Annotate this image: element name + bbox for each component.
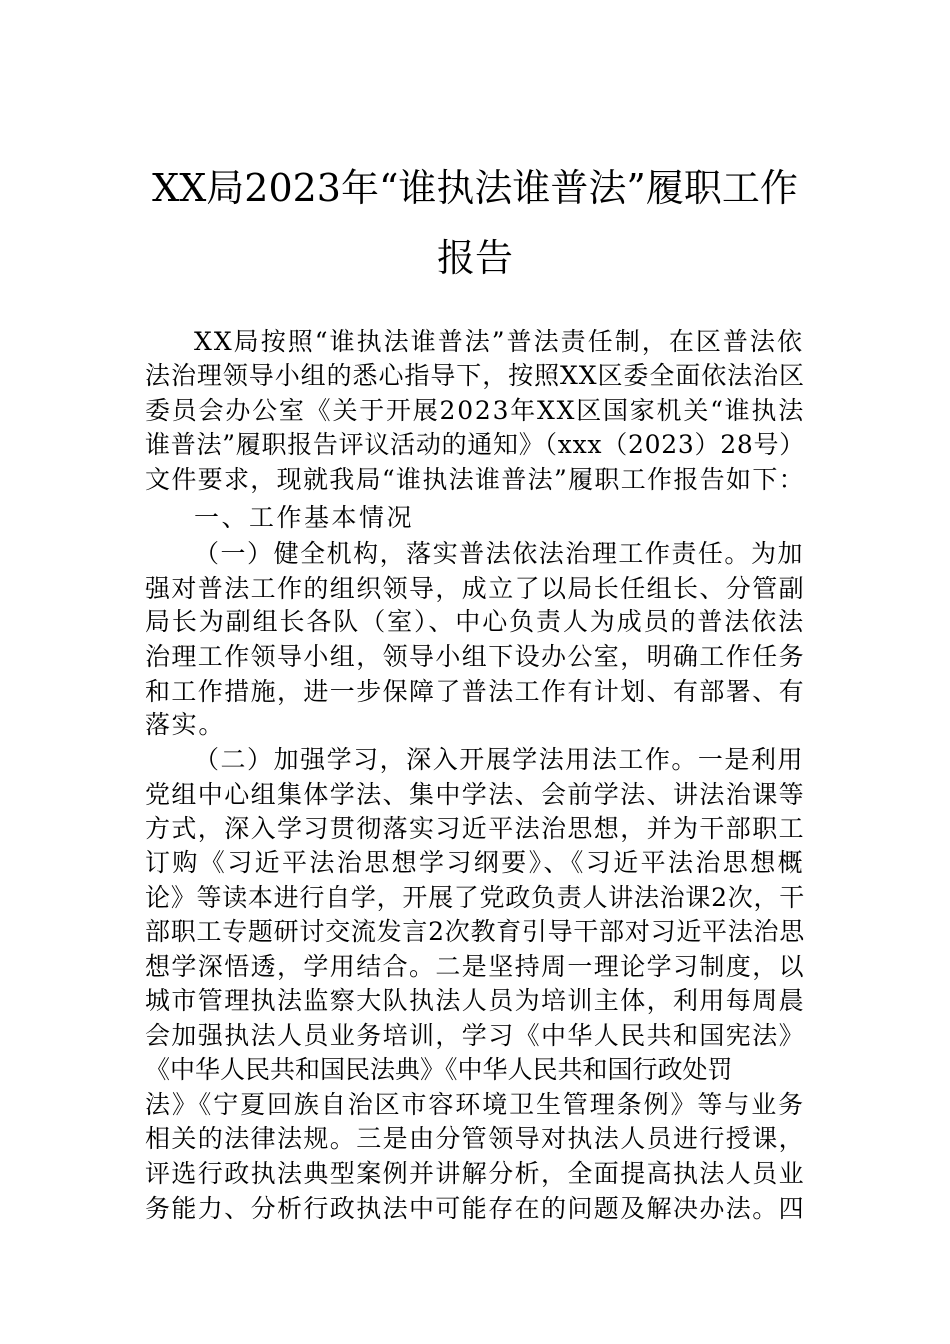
body-line: 治理工作领导小组，领导小组下设办公室，明确工作任务 [145,642,805,671]
body-line: 谁普法”履职报告评议活动的通知》（xxx（2023）28号） [145,430,805,459]
body-line: XX局按照“谁执法谁普法”普法责任制，在区普法依 [194,327,804,356]
body-line: 和工作措施，进一步保障了普法工作有计划、有部署、有 [145,677,805,706]
body-line: 委员会办公室《关于开展2023年XX区国家机关“谁执法 [145,396,805,425]
body-line: 强对普法工作的组织领导，成立了以局长任组长、分管副 [145,574,805,603]
body-line: 落实。 [145,710,225,739]
body-line: 法治理领导小组的悉心指导下，按照XX区委全面依法治区 [145,361,805,390]
body-line: 订购《习近平法治思想学习纲要》、《习近平法治思想概 [145,848,805,877]
body-line: 党组中心组集体学法、集中学法、会前学法、讲法治课等 [145,780,805,809]
body-line: 相关的法律法规。三是由分管领导对执法人员进行授课， [145,1124,805,1153]
body-line: 务能力、分析行政执法中可能存在的问题及解决办法。四 [145,1194,805,1223]
body-line: 评选行政执法典型案例并讲解分析，全面提高执法人员业 [145,1159,805,1188]
body-line: 《中华人民共和国民法典》《中华人民共和国行政处罚 [145,1055,733,1084]
body-line: 文件要求，现就我局“谁执法谁普法”履职工作报告如下： [145,465,805,494]
body-line: 论》等读本进行自学，开展了党政负责人讲法治课2次，干 [145,883,805,912]
body-line: 城市管理执法监察大队执法人员为培训主体，利用每周晨 [145,986,805,1015]
body-line: 会加强执法人员业务培训，学习《中华人民共和国宪法》 [145,1021,805,1050]
body-line: 想学深悟透，学用结合。二是坚持周一理论学习制度，以 [145,952,805,981]
body-line: （一）健全机构，落实普法依法治理工作责任。为加 [194,539,804,568]
body-line: 方式，深入学习贯彻落实习近平法治思想，并为干部职工 [145,814,805,843]
body-line: 局长为副组长各队（室）、中心负责人为成员的普法依法 [145,607,805,636]
section-heading: 一、工作基本情况 [194,503,414,532]
body-line: 部职工专题研讨交流发言2次教育引导干部对习近平法治思 [145,917,805,946]
document-title-line-2: 报告 [436,236,513,280]
document-title-line-1: XX局2023年“谁执法谁普法”履职工作 [152,166,798,210]
body-line: （二）加强学习，深入开展学法用法工作。一是利用 [194,745,804,774]
body-line: 法》《宁夏回族自治区市容环境卫生管理条例》等与业务 [145,1090,805,1119]
